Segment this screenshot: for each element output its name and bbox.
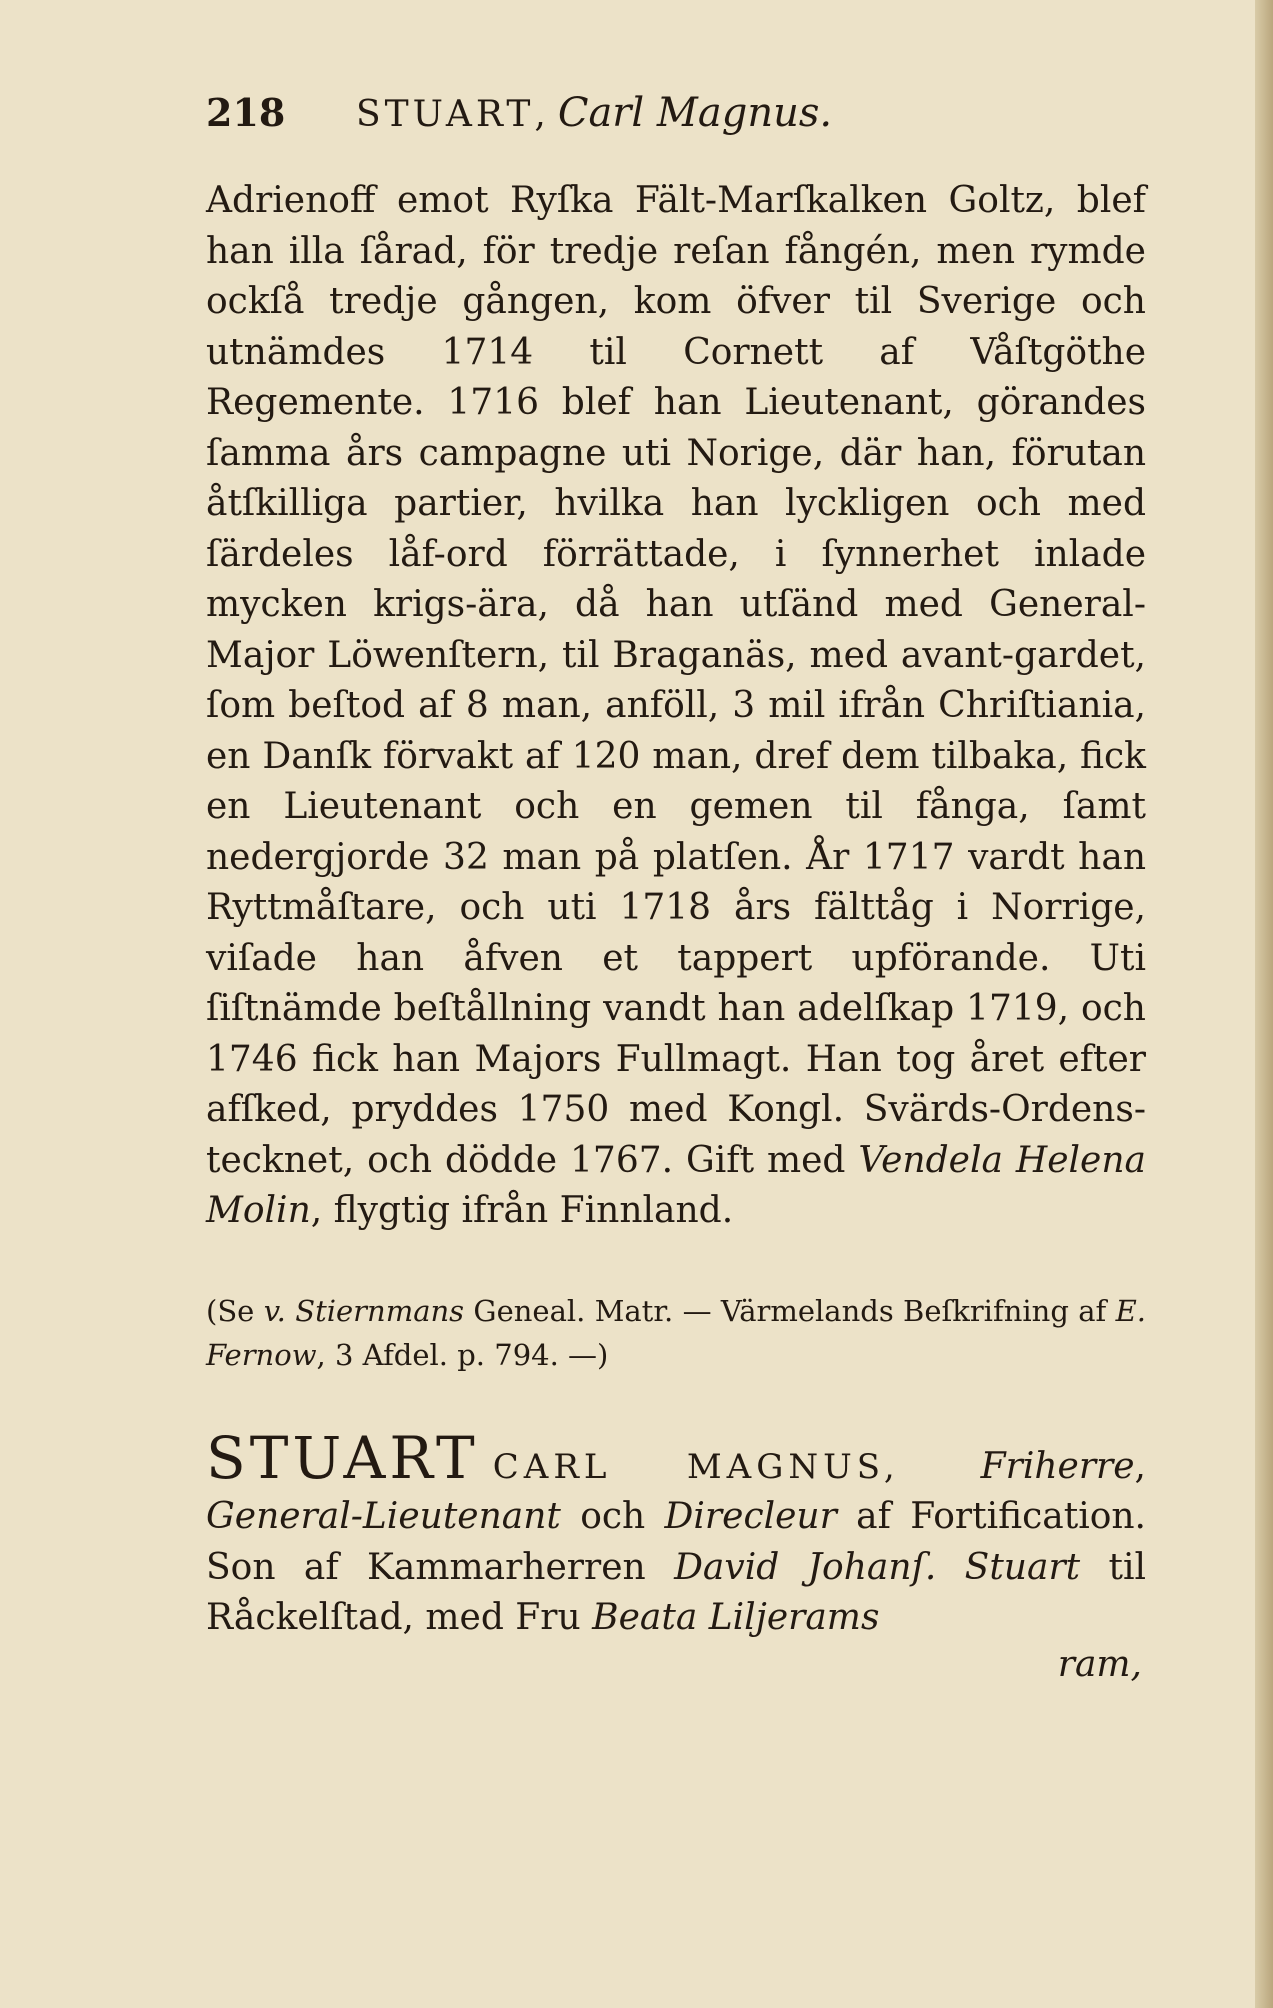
page-edge: [1255, 0, 1273, 2008]
entry-title-directeur: Direcleur: [664, 1496, 837, 1537]
next-entry: [206, 1423, 1147, 1644]
entry-sep: ,: [1134, 1445, 1146, 1487]
running-head-surname: STUART: [356, 94, 535, 135]
entry-given-name: CARL MAGNUS,: [492, 1446, 900, 1487]
entry-father: David Johanſ. Stuart: [674, 1546, 1081, 1588]
running-head-separator: ,: [534, 94, 546, 135]
source-v: v.: [263, 1293, 286, 1328]
source-reference: [206, 1289, 1146, 1377]
entry-and: och: [580, 1496, 646, 1537]
source-author-1: Stiernmans: [295, 1293, 465, 1328]
page-number: 218: [206, 90, 286, 135]
running-header: [206, 90, 1146, 154]
biography-paragraph: [206, 176, 1146, 1237]
biography-closing: , flygtig ifrån Finnland.: [310, 1190, 734, 1231]
catchword: ram,: [1057, 1643, 1142, 1685]
entry-title-friherre: Friherre: [980, 1445, 1135, 1487]
book-page: [206, 90, 1146, 1685]
source-author-2: E. Fernow: [206, 1293, 1146, 1372]
running-head-given-name: Carl Magnus.: [557, 90, 833, 136]
entry-title-general: General-Lieutenant: [206, 1496, 561, 1537]
source-text-1: Geneal. Matr. — Värmelands Beſkrifning af: [473, 1293, 1107, 1328]
source-open: (Se: [206, 1293, 255, 1328]
biography-text: Adrienoff emot Ryſka Fält-Marſkalken Goltz, blef han illa ſårad, för tredje reſan fångén, men rymde ockſå tredje gången, kom öfver til Sverige och utnämdes 1714 til Cornett af Våſtgöthe Regemente. 1716 blef han Lieutenant, görandes ſamma års campagne uti Norige, där han, förutan åtſkilliga partier, hvilka han lyckligen och med ſärdeles låf-ord förrättade, i ſynnerhet inlade mycken krigs-ära, då han utſänd med General-Major Löwenſtern, til Braganäs, med avant-gardet, ſom beſtod af 8 man, anföll, 3 mil ifrån Chriſtiania, en Danſk förvakt af 120 man, dref dem tilbaka, fick en Lieutenant och en gemen til fånga, ſamt nedergjorde 32 man på platſen. År 1717 vardt han Ryttmåſtare, och uti 1718 års fälttåg i Norrige, viſade han åfven et tappert upförande. Uti ſiſtnämde beſtållning vandt han adelſkap 1719, och 1746 fick han Majors Fullmagt. Han tog året efter afſked, pryddes 1750 med Kongl. Svärds-Ordens-tecknet, och dödde 1767. Gift med: [206, 180, 1146, 1181]
wife-name: Vendela Helena Molin: [206, 1139, 1146, 1231]
entry-text-1: af Fortification. Son af Kammarherren: [206, 1496, 1147, 1588]
entry-surname: STUART: [206, 1423, 479, 1492]
entry-text-2: til Råckelſtad, med Fru: [206, 1546, 1146, 1638]
entry-mother: Beata Liljerams: [592, 1597, 880, 1638]
source-text-2: , 3 Afdel. p. 794. —): [316, 1337, 609, 1372]
